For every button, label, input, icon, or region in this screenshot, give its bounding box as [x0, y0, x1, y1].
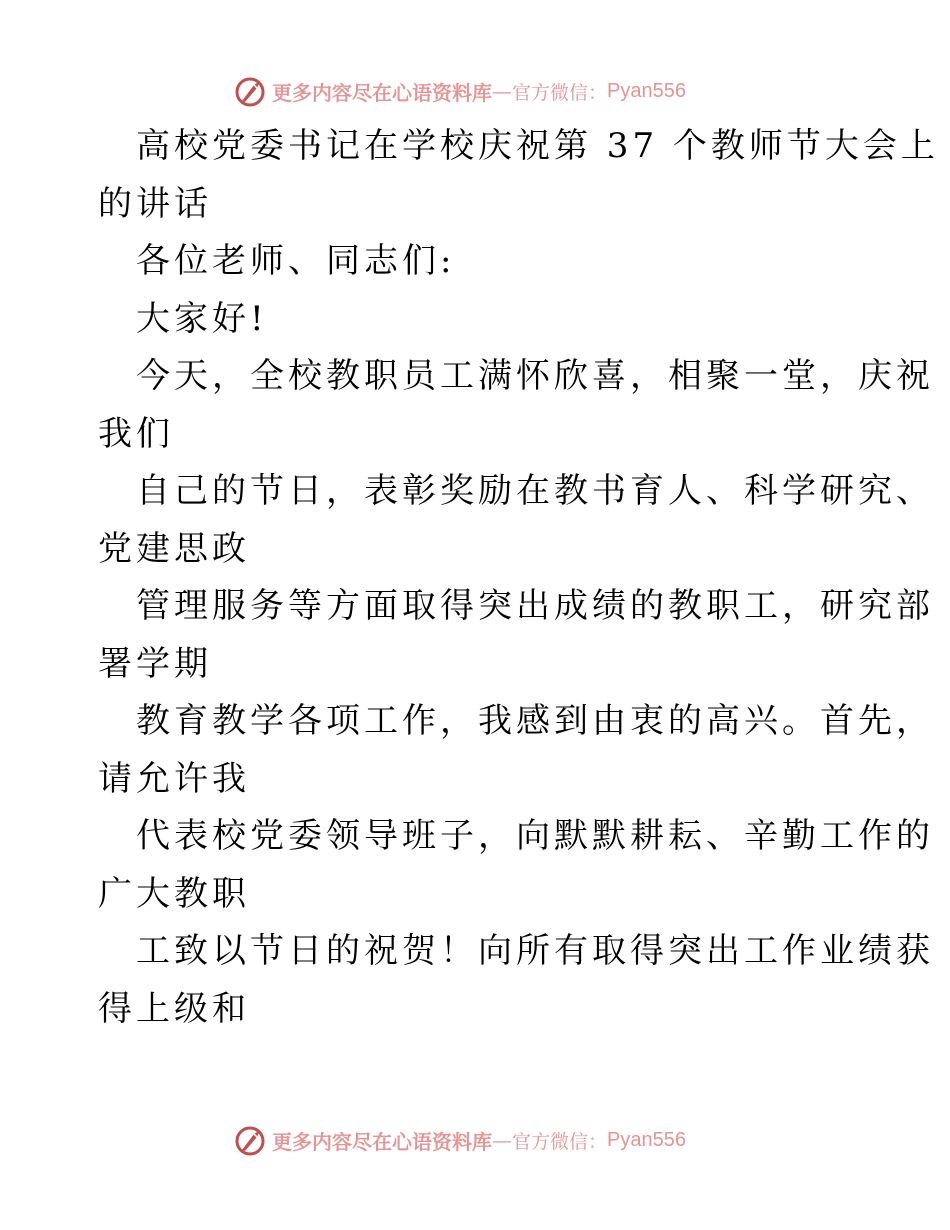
footer-banner[interactable]: [234, 1123, 686, 1157]
document-body: [98, 118, 939, 1038]
pen-logo-icon: [234, 75, 266, 107]
text-line: 党建思政: [98, 528, 250, 569]
banner-wechat-id: Pyan556: [607, 79, 686, 102]
text-line: 工致以节日的祝贺！向所有取得突出工作业绩获: [136, 931, 934, 971]
banner-dash: —: [492, 79, 512, 103]
text-line: 教育教学各项工作，我感到由衷的高兴。首先，: [136, 701, 934, 741]
text-line: 自己的节日，表彰奖励在教书育人、科学研究、: [136, 471, 934, 511]
text-line: 代表校党委领导班子，向默默耕耘、辛勤工作的: [136, 816, 934, 856]
banner-wechat-label: 官方微信：: [512, 81, 608, 104]
title-line-2: 的讲话: [98, 183, 212, 224]
text-line: 署学期: [98, 643, 212, 684]
banner-wechat-id: Pyan556: [607, 1128, 686, 1151]
title-line-1: 高校党委书记在学校庆祝第 37 个教师节大会上: [136, 126, 939, 166]
text-line: 管理服务等方面取得突出成绩的教职工，研究部: [136, 586, 934, 626]
salutation: 各位老师、同志们:: [136, 241, 456, 281]
pen-logo-icon: [234, 1124, 266, 1156]
text-line: 广大教职: [98, 873, 250, 914]
text-line: 请允许我: [98, 758, 250, 799]
text-line: 今天，全校教职员工满怀欣喜，相聚一堂，庆祝: [136, 356, 934, 396]
text-line: 我们: [98, 413, 174, 454]
banner-title: 更多内容尽在心语资料库: [272, 1129, 492, 1154]
banner-title: 更多内容尽在心语资料库: [272, 80, 492, 105]
banner-dash: —: [492, 1128, 512, 1152]
banner-wechat-label: 官方微信：: [512, 1130, 608, 1153]
header-banner[interactable]: [234, 74, 686, 108]
greeting: 大家好!: [136, 298, 268, 339]
text-line: 得上级和: [98, 988, 250, 1029]
